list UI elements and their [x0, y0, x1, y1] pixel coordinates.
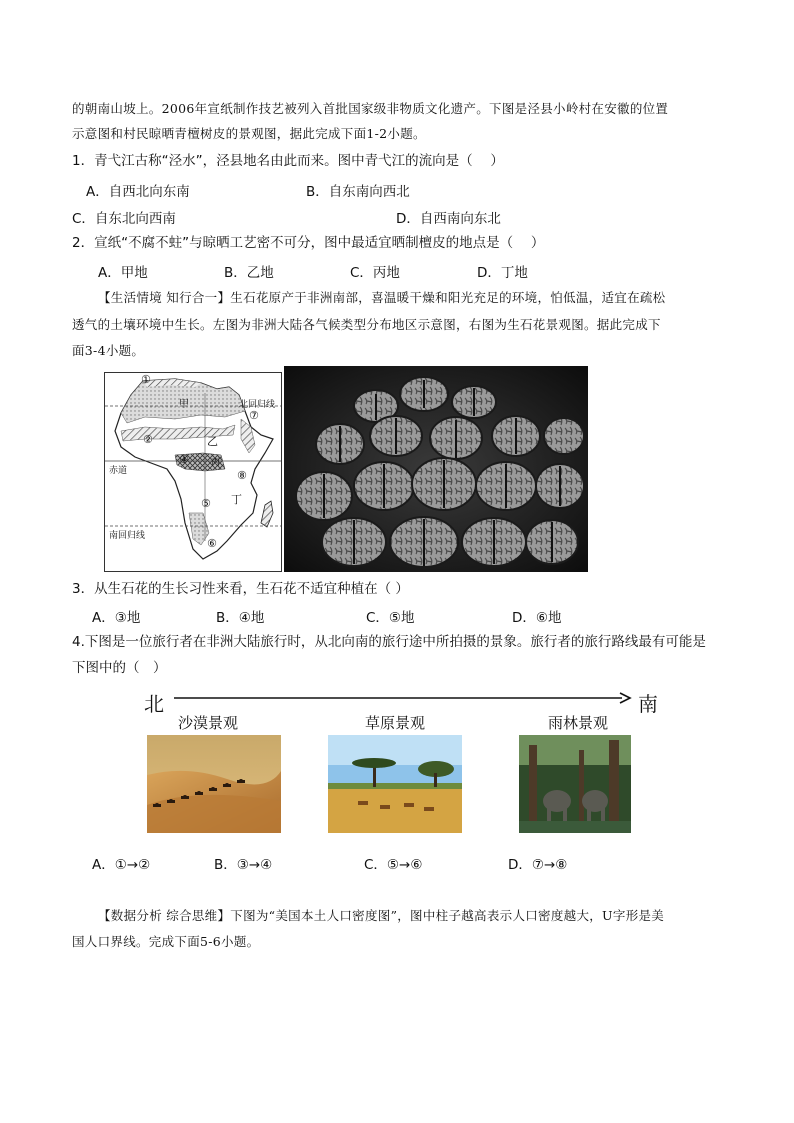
q2-option-d[interactable]: D．丁地 — [477, 265, 528, 281]
q4-option-a[interactable]: A．①→② — [92, 857, 151, 873]
label-jia: 甲 — [179, 399, 189, 410]
context2-line-1: 【生活情境 知行合一】生石花原产于非洲南部，喜温暖干燥和阳光充足的环境，怕低温，适宜在疏松 — [98, 290, 666, 305]
q1-option-d[interactable]: D．自西南向东北 — [396, 211, 501, 227]
context3-line-1: 【数据分析 综合思维】下图为“美国本土人口密度图”，图中柱子越高表示人口密度越大，U字形是美 — [98, 908, 665, 923]
context2-line-3: 面3-4小题。 — [72, 343, 145, 358]
q3-option-c[interactable]: C．⑤地 — [366, 610, 415, 626]
scene-desert-label: 沙漠景观 — [178, 714, 239, 732]
q3-option-d[interactable]: D．⑥地 — [512, 610, 562, 626]
context2-line-2: 透气的土壤环境中生长。左图为非洲大陆各气候类型分布地区示意图，右图为生石花景观图。据此完成下 — [72, 317, 661, 332]
label-ding: 丁 — [231, 493, 242, 506]
q4-stem-2: 下图中的（ ） — [72, 660, 167, 676]
q3-option-a[interactable]: A．③地 — [92, 610, 141, 626]
q2-option-c[interactable]: C．丙地 — [350, 265, 400, 281]
marker-7: ⑦ — [249, 409, 259, 422]
q4-option-b[interactable]: B．③→④ — [214, 857, 273, 873]
q1-option-c[interactable]: C．自东北向西南 — [72, 211, 176, 227]
q2-option-b[interactable]: B．乙地 — [224, 265, 274, 281]
scene-grassland-label: 草原景观 — [365, 714, 426, 732]
marker-1: ① — [141, 373, 151, 386]
marker-8: ⑧ — [237, 469, 247, 482]
q1-stem: 1．青弋江古称“泾水”，泾县地名由此而来。图中青弋江的流向是（ ） — [72, 153, 504, 169]
marker-5: ⑤ — [201, 497, 211, 510]
desert-photo — [147, 735, 281, 833]
equator-label: 赤道 — [109, 466, 128, 476]
q4-stem-1: 4.下图是一位旅行者在非洲大陆旅行时，从北向南的旅行途中所拍摄的景象。旅行者的旅行路线最有可能是 — [72, 634, 706, 650]
context3-line-2: 国人口界线。完成下面5-6小题。 — [72, 934, 260, 949]
q1-option-b[interactable]: B．自东南向西北 — [306, 184, 410, 200]
q4-option-d[interactable]: D．⑦→⑧ — [508, 857, 568, 873]
intro-line-2: 示意图和村民晾晒青檀树皮的景观图，据此完成下面1-2小题。 — [72, 126, 426, 141]
marker-6: ⑥ — [207, 537, 217, 550]
south-label: 南 — [638, 692, 658, 716]
north-south-arrow — [174, 691, 634, 705]
q2-option-a[interactable]: A．甲地 — [98, 265, 148, 281]
madagascar — [261, 501, 273, 527]
lithops-photo-svg — [284, 366, 588, 572]
north-label: 北 — [144, 692, 164, 716]
north-tropic-label: 北回归线 — [239, 400, 276, 410]
scene-rainforest-label: 雨林景观 — [548, 714, 609, 732]
lithops-photo — [284, 366, 588, 572]
south-tropic-label: 南回归线 — [109, 531, 146, 541]
grassland-photo — [328, 735, 462, 833]
marker-2: ② — [143, 433, 153, 446]
marker-4: ④ — [179, 453, 189, 466]
africa-climate-map — [104, 372, 282, 572]
q1-option-a[interactable]: A．自西北向东南 — [86, 184, 190, 200]
q3-stem: 3．从生石花的生长习性来看，生石花不适宜种植在（ ） — [72, 581, 409, 597]
label-yi: 乙 — [207, 435, 218, 448]
intro-line-1: 的朝南山坡上。2006年宣纸制作技艺被列入首批国家级非物质文化遗产。下图是泾县小岭村在安徽的位置 — [72, 101, 669, 116]
q3-option-b[interactable]: B．④地 — [216, 610, 265, 626]
q2-stem: 2．宣纸“不腐不蛀”与晾晒工艺密不可分，图中最适宜晒制檀皮的地点是（ ） — [72, 235, 545, 251]
q4-option-c[interactable]: C．⑤→⑥ — [364, 857, 423, 873]
label-bing: 丙 — [211, 458, 221, 468]
rainforest-photo — [519, 735, 631, 833]
